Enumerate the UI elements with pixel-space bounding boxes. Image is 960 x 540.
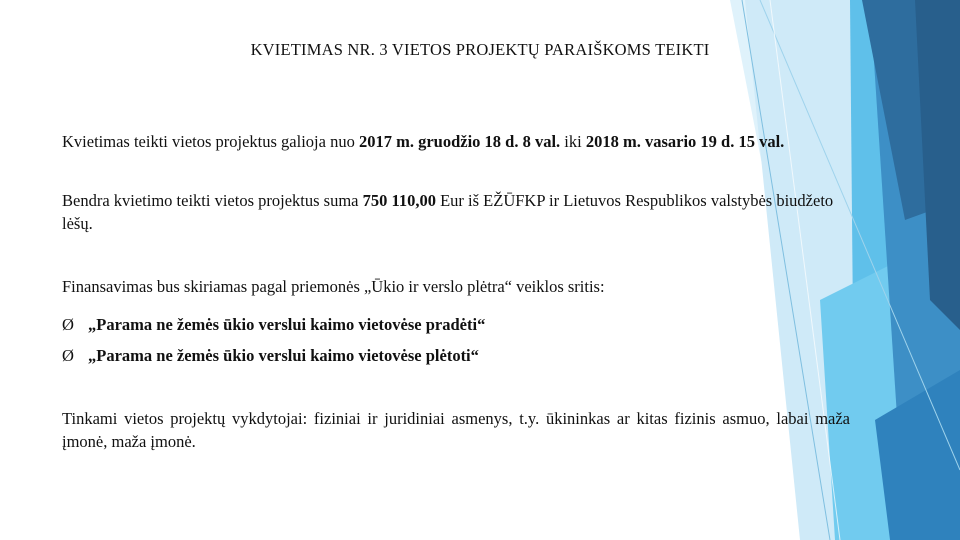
amount-paragraph [62,189,850,235]
list-item [62,315,485,335]
list-item [62,346,479,366]
arrow-bullet-icon: Ø [62,346,74,365]
period-prefix: Kvietimas teikti vietos projektus galioja nuo [62,132,359,151]
bullet-text: „Parama ne žemės ūkio verslui kaimo vietovėse plėtoti“ [88,346,479,365]
period-paragraph [62,130,850,153]
amount-value: 750 110,00 [362,191,436,210]
period-middle: iki [560,132,586,151]
applicants-paragraph: Tinkami vietos projektų vykdytojai: fiziniai ir juridiniai asmenys, t.y. ūkininkas ar kitas fizinis asmuo, labai maža įmonė, maža įmonė. [62,409,850,451]
period-date-from: 2017 m. gruodžio 18 d. 8 val. [358,132,561,151]
period-date-to: 2018 m. vasario 19 d. 15 val. [585,132,785,151]
financing-paragraph: Finansavimas bus skiriamas pagal priemonės „Ūkio ir verslo plėtra“ veiklos sritis: [62,277,605,296]
bullet-text: „Parama ne žemės ūkio verslui kaimo vietovėse pradėti“ [88,315,486,334]
amount-suffix: Eur iš EŽŪFKP ir Lietuvos Respublikos valstybės biudžeto lėšų. [62,191,834,233]
slide-title: KVIETIMAS NR. 3 VIETOS PROJEKTŲ PARAIŠKOMS TEIKTI [250,40,710,59]
arrow-bullet-icon: Ø [62,315,74,334]
amount-prefix: Bendra kvietimo teikti vietos projektus suma [62,191,363,210]
